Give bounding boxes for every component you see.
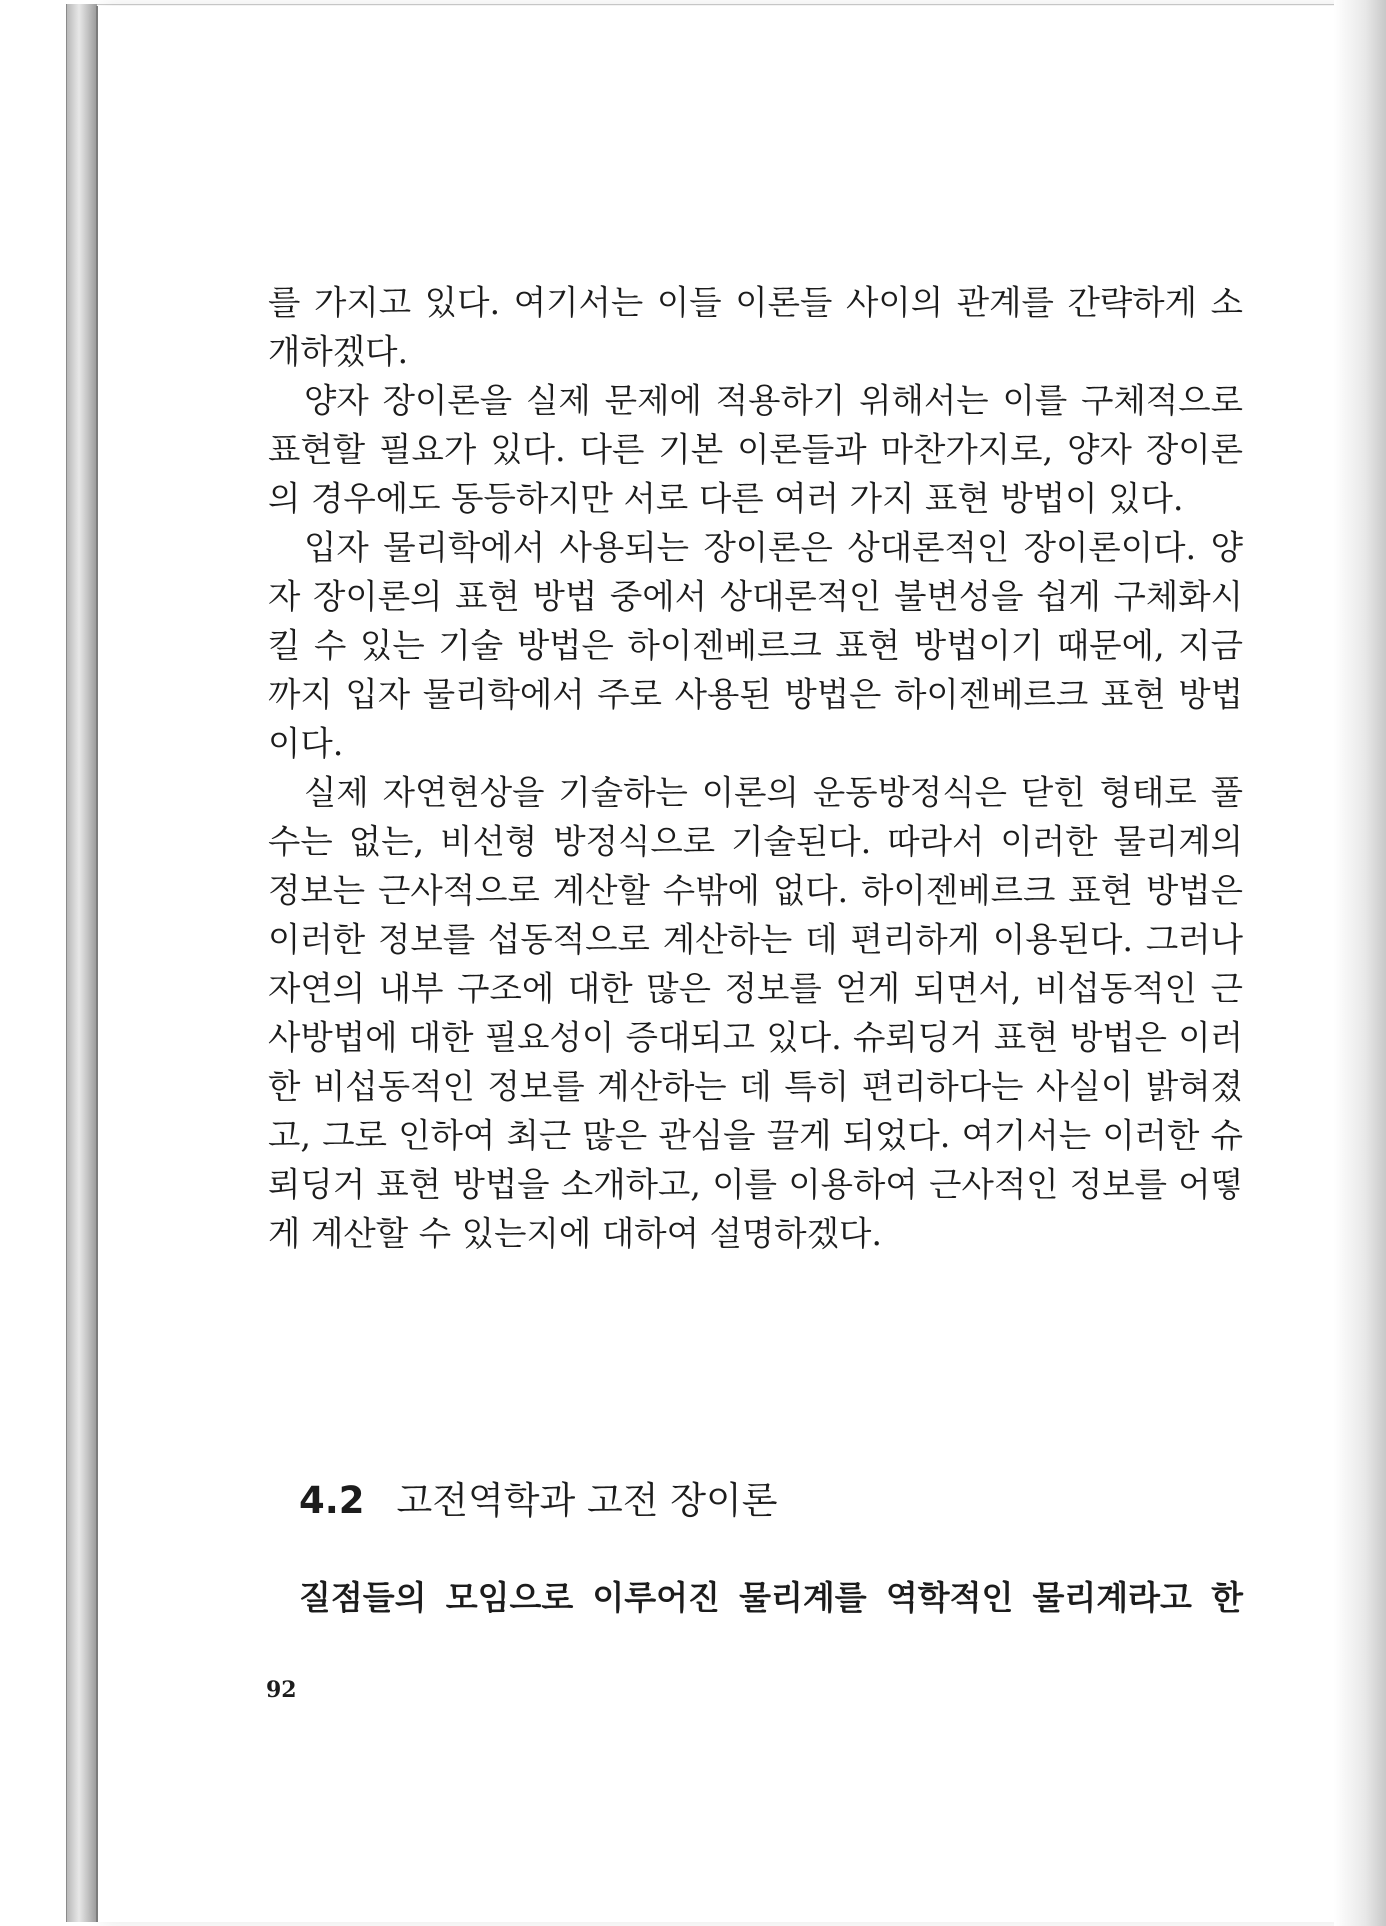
section-title: 고전역학과 고전 장이론 [396,1479,778,1522]
section-lead-sentence: 질점들의 모임으로 이루어진 물리계를 역학적인 물리계라고 한 [299,1578,1243,1617]
page-curl-shadow [1334,0,1386,1926]
body-text [268,278,1243,1258]
paragraph-relativistic: 입자 물리학에서 사용되는 장이론은 상대론적인 장이론이다. 양자 장이론의 표현 방법 중에서 상대론적인 불변성을 쉽게 구체화시킬 수 있는 기술 방법은 하이젠베르크 표현 방법이기 때문에, 지금까지 입자 물리학에서 주로 사용된 방법은 하이젠베르크 표현 방법이다. [268,528,1243,763]
section-number: 4.2 [299,1479,365,1522]
page-stack-edge [66,4,97,1922]
section-heading [299,1470,778,1524]
page-stack-top-edge [66,4,1386,5]
paragraph-continuation: 를 가지고 있다. 여기서는 이들 이론들 사이의 관계를 간략하게 소개하겠다. [268,283,1243,371]
paragraph-representation: 양자 장이론을 실제 문제에 적용하기 위해서는 이를 구체적으로 표현할 필요가 있다. 다른 기본 이론들과 마찬가지로, 양자 장이론의 경우에도 동등하지만 서로 다른 여러 가지 표현 방법이 있다. [268,381,1243,518]
paragraph-schrodinger: 실제 자연현상을 기술하는 이론의 운동방정식은 닫힌 형태로 풀 수는 없는, 비선형 방정식으로 기술된다. 따라서 이러한 물리계의 정보는 근사적으로 계산할 수밖에 없다. 하이젠베르크 표현 방법은 이러한 정보를 섭동적으로 계산하는 데 편리하게 이용된다. 그러나 자연의 내부 구조에 대한 많은 정보를 얻게 되면서, 비섭동적인 근사방법에 대한 필요성이 증대되고 있다. 슈뢰딩거 표현 방법은 이러한 비섭동적인 정보를 계산하는 데 특히 편리하다는 사실이 밝혀졌고, 그로 인하여 최근 많은 관심을 끌게 되었다. 여기서는 이러한 슈뢰딩거 표현 방법을 소개하고, 이를 이용하여 근사적인 정보를 어떻게 계산할 수 있는지에 대하여 설명하겠다. [268,773,1243,1253]
page-number: 92 [266,1677,297,1703]
